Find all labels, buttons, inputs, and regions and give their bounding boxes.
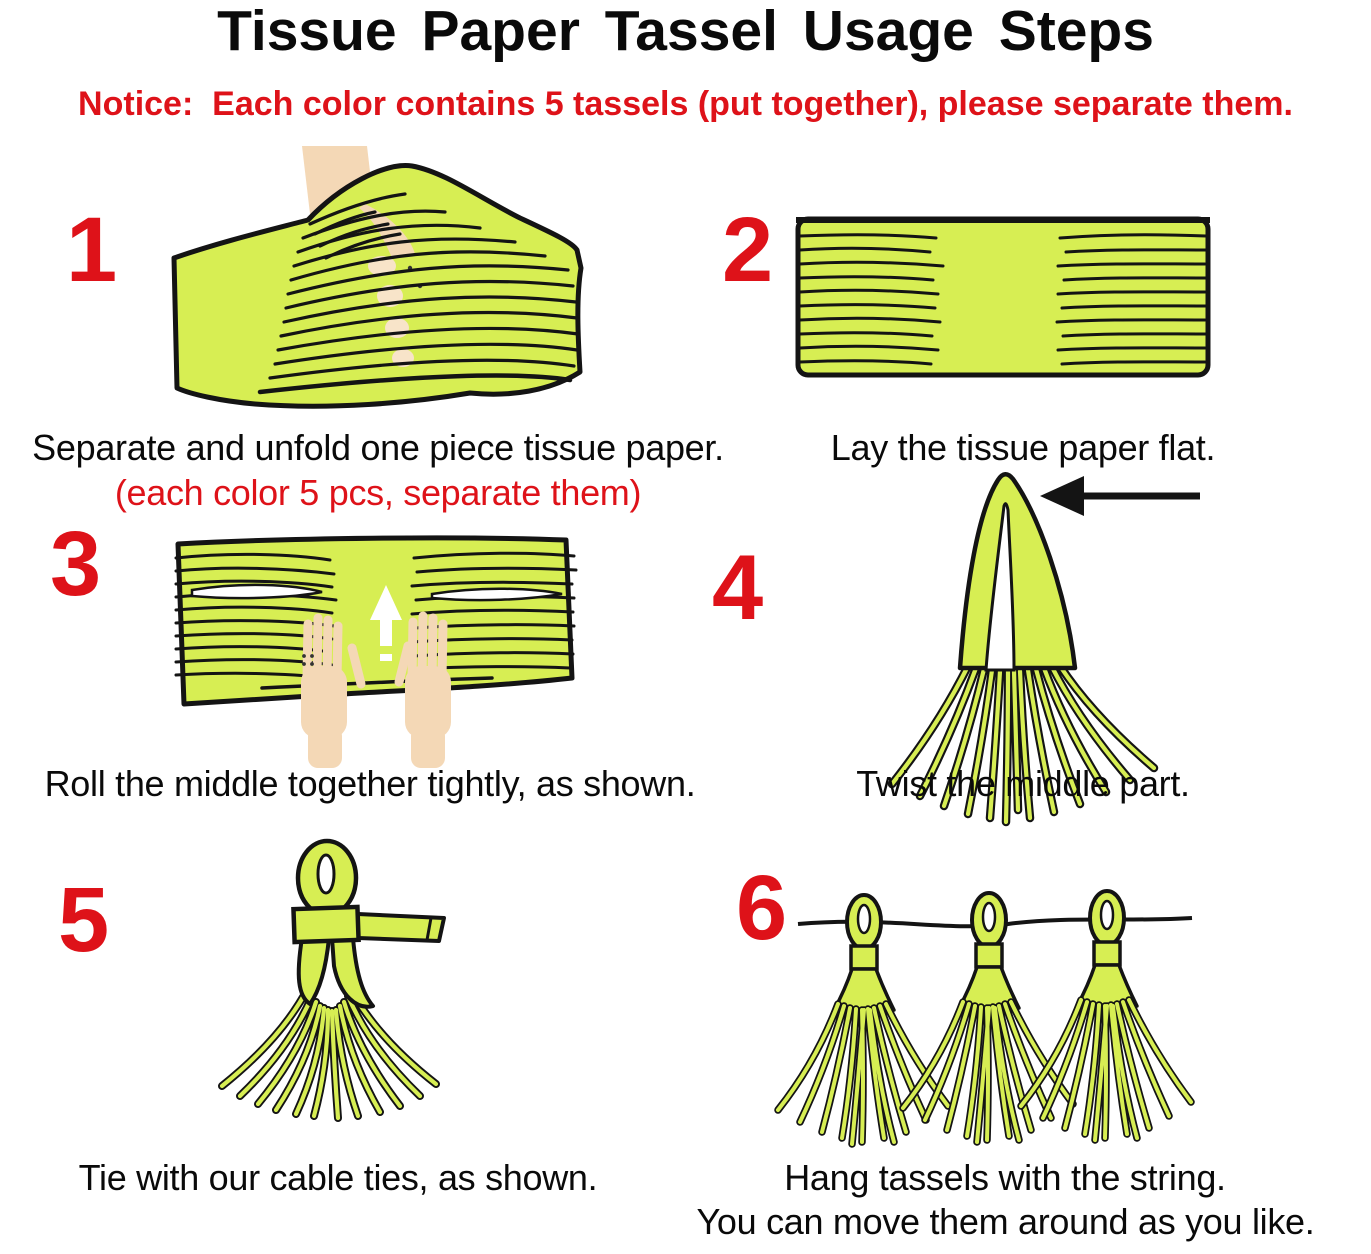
page-title: Tissue Paper Tassel Usage Steps — [217, 0, 1154, 63]
step-4-number: 4 — [712, 537, 764, 639]
step-6-illustration-hanging-tassels — [768, 886, 1202, 1158]
step-1-caption: Separate and unfold one piece tissue paper. — [32, 427, 724, 468]
step-4-caption: Twist the middle part. — [856, 763, 1190, 804]
step-5-illustration-cable-tie-tassel — [192, 838, 476, 1122]
step-6-number: 6 — [736, 857, 788, 959]
step-1-subcaption: (each color 5 pcs, separate them) — [114, 472, 642, 513]
step-3-illustration-rolling-middle — [162, 528, 586, 768]
step-3-caption: Roll the middle together tightly, as shown. — [44, 763, 696, 804]
hanging-tassel-1 — [778, 895, 948, 1144]
notice-text: Notice: Each color contains 5 tassels (put together), please separate them. — [78, 85, 1293, 123]
flat-tissue-icon — [796, 219, 1210, 375]
left-arrow-icon — [1040, 476, 1200, 516]
top-loop-icon — [298, 841, 356, 915]
step-1-number: 1 — [66, 199, 118, 301]
step-3-number: 3 — [50, 513, 102, 615]
tassel-legs — [299, 938, 373, 1007]
folded-tissue-icon — [174, 166, 581, 407]
step-6-caption: Hang tassels with the string. — [784, 1157, 1226, 1198]
hanging-tassel-3 — [1021, 891, 1191, 1140]
step-6-caption-line2: You can move them around as you like. — [696, 1201, 1315, 1242]
step-5-number: 5 — [58, 869, 110, 971]
step-1-illustration-hand-holding-tissue — [160, 146, 590, 418]
fringed-tissue-icon — [176, 538, 576, 704]
step-2-number: 2 — [722, 199, 774, 301]
step-2-caption: Lay the tissue paper flat. — [830, 427, 1216, 468]
cable-tie-icon — [293, 907, 444, 942]
step-5-caption: Tie with our cable ties, as shown. — [78, 1157, 598, 1198]
step-2-illustration-flat-tissue — [788, 210, 1216, 384]
tassel-strands — [222, 988, 436, 1118]
